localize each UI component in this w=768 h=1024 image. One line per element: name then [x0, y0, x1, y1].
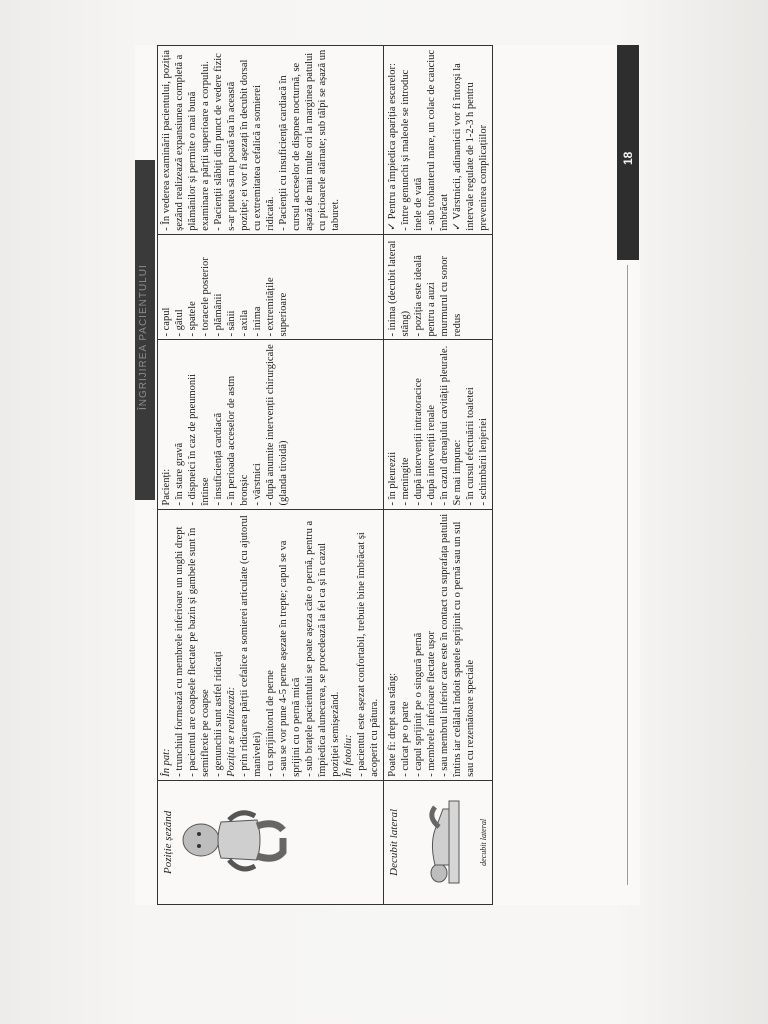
position-cell — [158, 780, 384, 904]
position-name: Decubit lateral — [388, 808, 400, 876]
technique-line: Poziția se realizează: — [226, 686, 237, 777]
indication-line: - în cursul efectuării toaletei — [465, 387, 476, 506]
observations-cell — [384, 46, 493, 235]
page-footer — [617, 45, 639, 905]
indication-line: - după intervenții renale — [426, 404, 437, 506]
technique-line: - genunchii sunt astfel ridicați — [213, 651, 224, 777]
indication-line: Pacienți: — [161, 468, 172, 506]
observations-cell — [158, 46, 384, 235]
sitting-patient-figure — [179, 802, 289, 882]
technique-line: - culcat pe o parte — [400, 701, 411, 777]
page-number: 18 — [621, 151, 635, 165]
document-page — [135, 45, 640, 905]
examined-regions-cell — [158, 234, 384, 340]
technique-line: - sub brațele pacientului se poate așeza câte o pernă, pentru a împiedica alunecarea, se procedează la fel ca și în cazul poziției semișezând. — [304, 520, 341, 777]
indication-line: - dispneici în caz de pneumonii întinse — [187, 374, 211, 506]
region-line: - inima — [252, 306, 263, 337]
indication-line: - schimbării lenjeriei — [478, 418, 489, 506]
region-line: - sânii — [226, 310, 237, 337]
examined-regions-cell — [384, 234, 493, 340]
indication-line: - în pleurezii — [387, 451, 398, 506]
indication-line: - meningite — [400, 457, 411, 506]
indications-cell — [384, 340, 493, 509]
technique-line: - trunchiul formează cu membrele inferioare un unghi drept — [174, 526, 185, 777]
technique-line: În pat: — [161, 748, 172, 777]
region-line: - extremitățile superioare — [265, 277, 289, 337]
section-header-text: ÎNGRIJIREA PACIENTULUI — [138, 264, 149, 410]
region-line: - spatele — [187, 301, 198, 337]
technique-line: - pacientul este așezat confortabil, trebuie bine îmbrăcat și acoperit cu pătura. — [356, 532, 380, 777]
technique-line: - pacientul are coapsele flectate pe bazin și gambele sunt în semiflexie pe coapse — [187, 527, 211, 777]
region-line: - capul — [161, 307, 172, 337]
technique-line: - prin ridicarea părții cefalice a somierei articulate (cu ajutorul manivelei) — [239, 515, 263, 777]
technique-line: - membrele inferioare flectate ușor — [426, 630, 437, 777]
technique-cell — [384, 509, 493, 780]
table-row — [384, 46, 493, 905]
indication-line: - în stare gravă — [174, 442, 185, 506]
indication-line: Se mai impune: — [452, 439, 463, 506]
observation-line: - între genunchi și maleole se introduc inele de vată — [400, 69, 424, 231]
table-row — [158, 46, 384, 905]
lateral-decubitus-figure — [405, 797, 475, 887]
technique-line: Poate fi: drept sau stâng: — [387, 672, 398, 777]
region-line: - poziția este ideală pentru a auzi murmurul cu sonor redus — [413, 255, 463, 337]
indication-line: - insuficiență cardiacă — [213, 412, 224, 506]
indication-line: - după anumite intervenții chirurgicale (glanda tiroidă) — [265, 344, 289, 506]
positions-table — [157, 45, 493, 905]
technique-cell — [158, 509, 384, 780]
observation-line: ✓ Vârstnicii, adinamicii vor fi întorși la intervale regulate de 1-2-3 h pentru prevenirea complicațiilor — [452, 63, 489, 231]
position-caption: decubit lateral — [479, 818, 488, 866]
region-line: - axila — [239, 309, 250, 337]
technique-line: În fotoliu: — [343, 734, 354, 777]
technique-line: - cu sprijinitorul de perne — [265, 670, 276, 777]
position-cell — [384, 780, 493, 904]
region-line: - plămânii — [213, 293, 224, 337]
region-line: - toracele posterior — [200, 257, 211, 337]
observation-line: - sub trohanterul mare, un colac de cauciuc îmbrăcat — [426, 49, 450, 231]
page-number-bar — [617, 45, 639, 260]
indication-line: - în cazul drenajului cavității pleurale. — [439, 345, 450, 506]
technique-line: - sau se vor pune 4-5 perne așezate în trepte; capul se va sprijini cu o pernă mică — [278, 540, 302, 777]
section-header-bar — [135, 160, 155, 500]
footer-rule — [627, 265, 628, 885]
indication-line: - după intervenții intratoracice — [413, 378, 424, 506]
observation-line: - Pacienții cu insuficiență cardiacă în cursul acceselor de dispnee nocturnă, se așază de mai multe ori la marginea patului cu picioarele atârnate; sub tălpi se așază un taburet. — [278, 49, 341, 231]
region-line: - gâtul — [174, 309, 185, 337]
region-line: - inima (decubit lateral stâng) — [387, 240, 411, 337]
indications-cell — [158, 340, 384, 509]
technique-line: - sau membrul inferior care este în contact cu suprafața patului întins iar celălalt îndoit spatele sprijinit cu o pernă sau un sul sau cu rezemătoare speciale — [439, 513, 476, 777]
observation-line: ✓ Pentru a împiedica apariția escarelor: — [387, 63, 398, 231]
technique-line: - capul sprijinit pe o singură pernă — [413, 632, 424, 777]
observation-line: - Pacienții slăbiți din punct de vedere fizic s-ar putea să nu poată sta în această poziție; ei vor fi așezați în decubit dorsal cu extremitatea cefalică a somierei ridicată. — [213, 53, 276, 231]
observation-line: - În vederea examinării pacientului, poziția șezând realizează expansiunea completă a plămânilor și permite o mai bună examinare a părții superioare a corpului. — [161, 49, 211, 231]
indication-line: - în perioada acceselor de astm bronșic — [226, 375, 250, 506]
indication-line: - vârstnici — [252, 463, 263, 506]
position-name: Poziție șezând — [162, 810, 174, 874]
